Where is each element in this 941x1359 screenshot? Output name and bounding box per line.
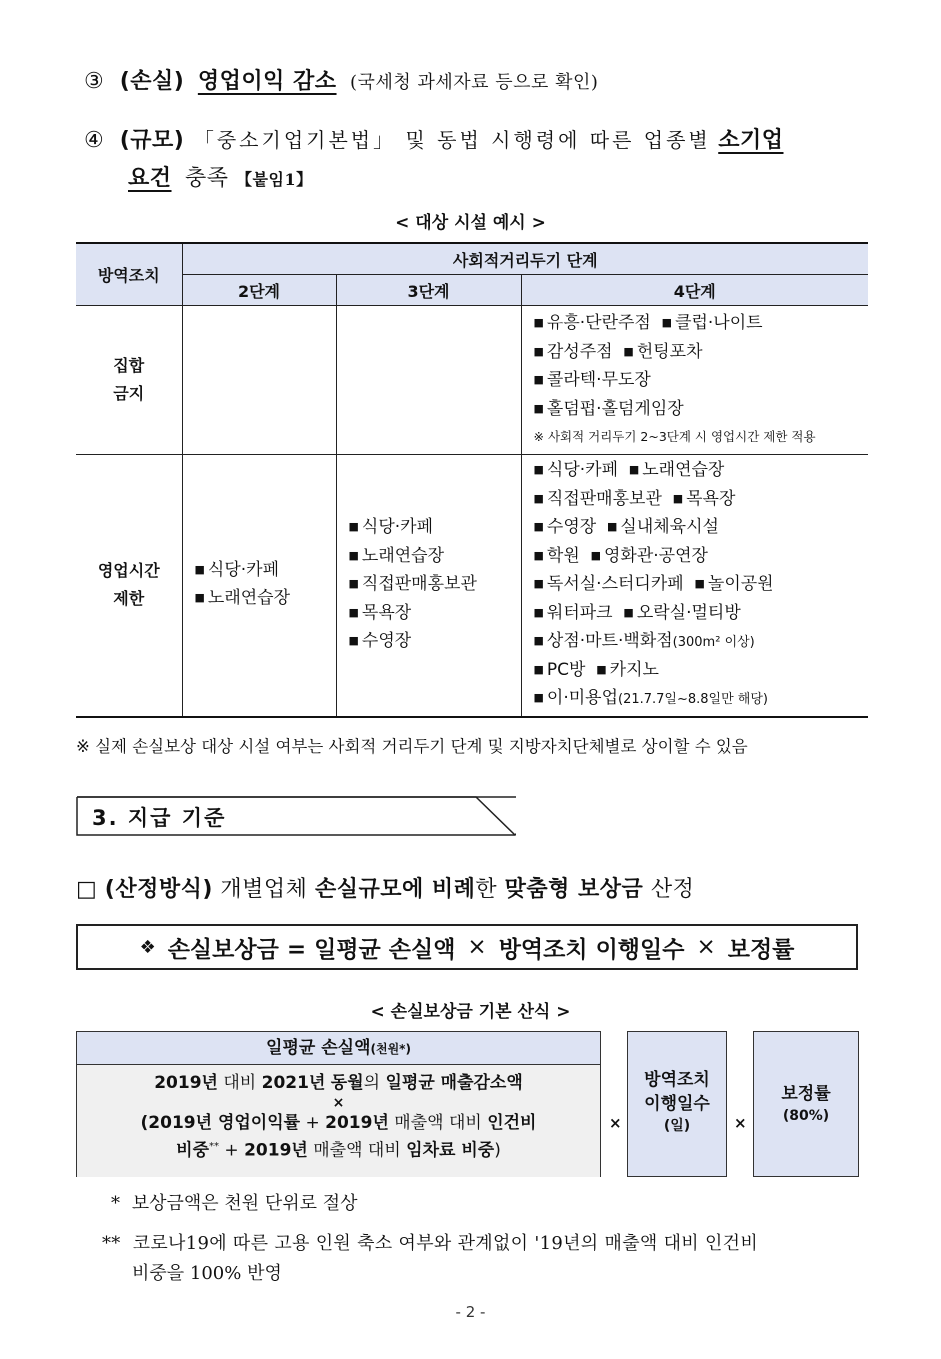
rate-label: 보정률 [781,1084,831,1104]
bullet-icon: ■ [533,520,544,533]
bullet-icon: ■ [533,634,544,647]
criterion-tag: (손실) [119,69,185,94]
bullet-icon: ■ [194,562,205,576]
stage-4-cell [521,455,868,717]
section-header [76,796,516,836]
days-box [627,1031,727,1177]
times-symbol: × [734,1114,747,1132]
method-line [76,872,694,903]
criterion-text: 「중소기업기본법」 및 동법 시행령에 따른 업종별 [193,128,711,152]
list-item: ■ 수영장 ■ 실내체육시설 [533,517,719,537]
days-line: 방역조치 [644,1070,710,1090]
criterion-3 [84,64,598,101]
stage-3-cell [336,306,521,455]
list-item: ■ 식당·카페 [194,559,279,580]
method-emphasis: 맞춤형 보상금 [504,877,644,902]
list-item: ■ 독서실·스터디카페 ■ 놀이공원 [533,574,774,594]
bullet-icon: ■ [348,548,359,562]
rate-value: (80%) [782,1108,830,1124]
page-number: - 2 - [455,1303,486,1321]
criterion-number: ③ [84,69,105,94]
bullet-icon: ■ [661,316,673,329]
calc-caption: < 손실보상금 기본 산식 > [370,1002,571,1022]
list-item: ■ 직접판매홍보관 [348,574,477,594]
times-symbol: × [696,934,716,960]
times-symbol: × [332,1095,345,1111]
stage-2-cell [182,306,336,455]
criterion-emphasis: 소기업 [718,128,784,153]
bullet-icon: ■ [348,634,359,647]
bullet-icon: ■ [623,605,634,619]
cell-note: ※ 사회적 거리두기 2~3단계 시 영업시간 제한 적용 [533,429,816,444]
daily-loss-unit: (천원*) [370,1042,411,1056]
formula-box [76,924,858,970]
criterion-emphasis-2: 요건 [128,166,172,191]
list-item: ■ 홀덤펍·홀덤게임장 [533,398,684,419]
criterion-tag: (규모) [119,128,185,153]
header-stage-3: 3단계 [336,275,521,306]
note-text: 보상금액은 천원 단위로 절상 [131,1193,358,1214]
stage-2-cell [182,455,336,717]
list-item: ■ 노래연습장 [348,545,445,566]
bullet-icon: ■ [533,662,544,676]
daily-loss-box [76,1031,601,1177]
list-item: ■ 목욕장 [348,602,412,623]
list-item: ■ 워터파크 ■ 오락실·멀티방 [533,602,741,623]
criterion-number: ④ [84,128,105,153]
daily-loss-header [77,1032,600,1065]
list-item: ■ 식당·카페 [348,517,433,537]
table-caption: < 대상 시설 예시 > [395,213,546,233]
list-item: ■ 식당·카페 ■ 노래연습장 [533,460,725,480]
row-label-line: 금지 [113,384,145,403]
list-item: ■ 상점·마트·백화점(300m² 이상) [533,631,755,651]
table-row [76,306,868,455]
calc-line-2: (2019년 영업이익률 + 2019년 매출액 대비 인건비 [140,1113,537,1133]
bullet-icon: ■ [533,463,544,476]
bullet-icon: ■ [533,605,544,619]
method-text: 한 [475,877,498,902]
bullet-icon: ■ [533,316,544,329]
bullet-icon: ■ [533,344,544,358]
note-2 [102,1229,872,1289]
calc-line-1: 2019년 대비 2021년 동월의 일평균 매출감소액 [154,1073,523,1093]
bullet-icon: ■ [590,548,601,562]
bullet-icon: ■ [533,691,544,704]
days-line: 이행일수 [644,1094,710,1114]
list-item: ■ 수영장 [348,631,412,651]
row-label-line: 영업시간 [97,561,160,581]
list-item: ■ 이·미용업(21.7.7일~8.8일만 해당) [533,688,768,708]
header-stage-4: 4단계 [521,275,868,306]
method-text: 산정 [650,877,695,902]
criterion-note: (국세청 과세자료 등으로 확인) [350,72,599,93]
table-footnote: ※ 실제 손실보상 대상 시설 여부는 사회적 거리두기 단계 및 지방자치단체별로 상이할 수 있음 [76,737,748,756]
formula-mid: 방역조치 이행일수 [498,936,685,963]
criterion-4 [84,122,874,198]
bullet-icon: ■ [533,401,544,415]
list-item: ■ 유흥·단란주점 ■ 클럽·나이트 [533,313,763,333]
section-title: 3. 지급 기준 [92,806,227,830]
bullet-icon: ■ [607,520,618,533]
diamond-icon: ❖ [139,936,156,958]
method-tag: (산정방식) [104,877,213,902]
note-1 [111,1189,358,1215]
bullet-icon: ■ [348,577,359,590]
criterion-headline: 영업이익 감소 [197,69,337,94]
method-emphasis: 손실규모에 비례 [314,877,476,902]
bullet-icon: ■ [194,591,205,605]
formula-end: 보정률 [727,936,795,963]
facility-table [76,242,868,718]
list-item: ■ 노래연습장 [194,588,291,609]
bullet-icon: ■ [672,491,684,505]
header-stage-2: 2단계 [182,275,336,306]
rate-box [753,1031,859,1177]
list-item: ■ PC방 ■ 카지노 [533,659,659,680]
daily-loss-title: 일평균 손실액 [266,1038,371,1058]
table-row [76,455,868,717]
criterion-text-2: 충족 [185,166,229,191]
header-distancing-stage: 사회적거리두기 단계 [182,243,868,275]
note-mark: * [111,1193,120,1214]
row-label [76,455,182,717]
bullet-icon: ■ [596,662,607,676]
header-measure: 방역조치 [76,243,182,306]
bullet-icon: ■ [628,463,640,476]
bullet-icon: ■ [533,491,544,505]
method-text: 개별업체 [220,877,308,902]
daily-loss-body [77,1065,600,1177]
note-mark: ** [102,1233,121,1254]
note-text: 코로나19에 따른 고용 인원 축소 여부와 관계없이 '19년의 매출액 대비 인건비 [132,1233,759,1254]
attachment-reference: 【붙임1】 [236,170,313,189]
stage-3-cell [336,455,521,717]
stage-4-cell [521,306,868,455]
list-item: ■ 콜라텍·무도장 [533,370,651,390]
bullet-icon: ■ [533,548,544,562]
bullet-icon: ■ [348,605,359,619]
bullet-icon: ■ [348,520,359,533]
times-symbol: × [609,1114,622,1132]
row-label [76,306,182,455]
days-unit: (일) [663,1118,691,1134]
bullet-icon: ■ [694,577,705,590]
bullet-icon: ■ [533,373,544,386]
calc-line-3: 비중** + 2019년 매출액 대비 임차료 비중) [176,1140,501,1161]
row-label-line: 집합 [113,356,145,375]
note-text-2: 비중을 100% 반영 [132,1263,282,1284]
list-item: ■ 학원 ■ 영화관·공연장 [533,545,708,566]
formula-text: 손실보상금 = 일평균 손실액 [167,936,456,963]
bullet-icon: ■ [623,344,634,358]
row-label-line: 제한 [113,589,145,609]
list-item: ■ 감성주점 ■ 헌팅포차 [533,341,703,362]
list-item: ■ 직접판매홍보관 ■ 목욕장 [533,488,736,509]
bullet-icon: ■ [533,577,544,590]
checkbox-icon: □ [76,877,98,902]
times-symbol: × [467,934,487,960]
